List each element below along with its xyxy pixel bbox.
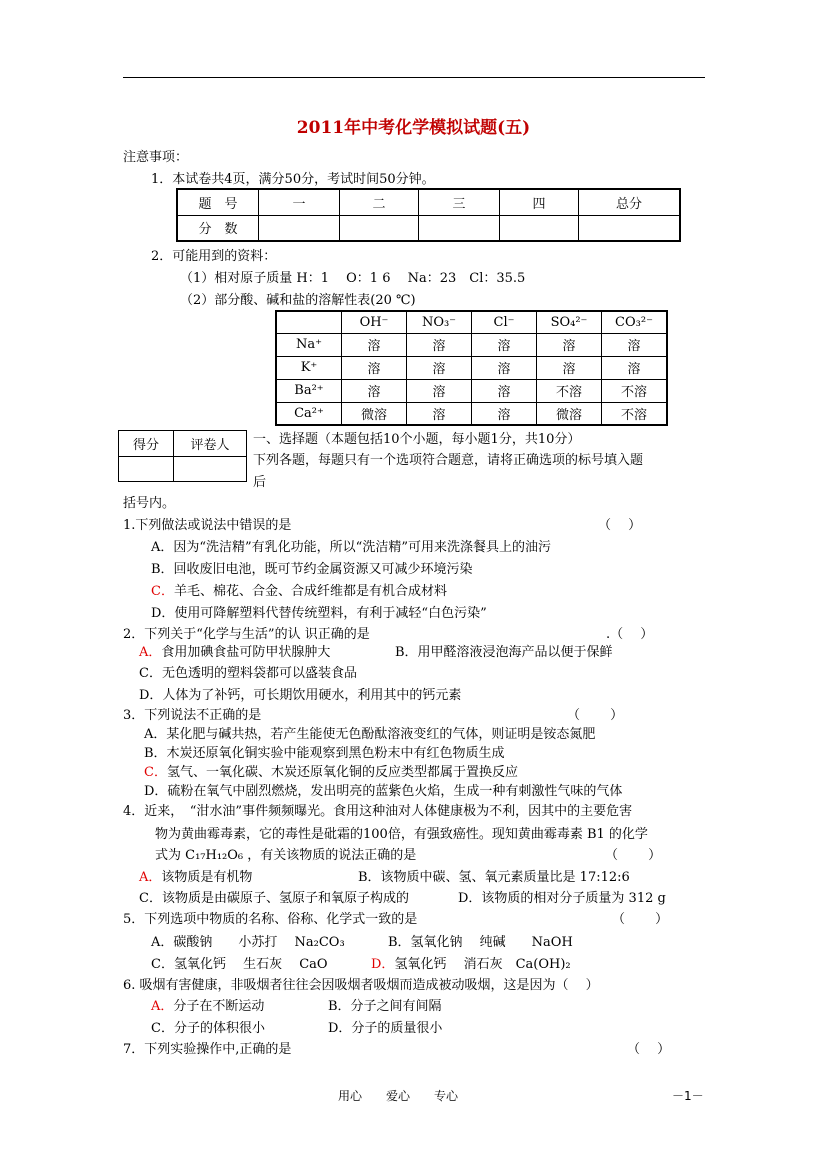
score-table xyxy=(176,188,681,242)
score-cell[interactable] xyxy=(579,215,681,241)
grader-score-label: 得分 xyxy=(119,431,174,457)
solubility-table xyxy=(275,310,668,426)
grader-table xyxy=(118,430,247,482)
option-b: B．氢氧化钠 纯碱 NaOH xyxy=(388,935,573,950)
option-a: A．某化肥与碱共热，若产生能使无色酚酞溶液变红的气体，则证明是铵态氮肥 xyxy=(144,727,596,742)
question-5-stem: 5．下列选项中物质的名称、俗称、化学式一致的是 xyxy=(123,912,418,927)
answer-paren[interactable]: （ ） xyxy=(612,912,669,927)
option-a: A．碳酸钠 小苏打 Na₂CO₃ xyxy=(151,935,345,950)
score-row-label: 分 数 xyxy=(177,215,259,241)
anion-header: CO₃²⁻ xyxy=(602,311,668,333)
answer-paren[interactable]: .（ ） xyxy=(606,627,654,642)
header-rule xyxy=(123,77,705,78)
option-c: 羊毛、棉花、合金、合成纤维都是有机合成材料 xyxy=(173,584,447,599)
option-d: D．硫粉在氧气中剧烈燃烧，发出明亮的蓝紫色火焰，生成一种有刺激性气味的气体 xyxy=(144,784,623,799)
empty-corner xyxy=(276,311,342,333)
option-a: 分子在不断运动 xyxy=(173,999,265,1014)
solubility-cell: 溶 xyxy=(407,356,472,379)
solubility-cell: 微溶 xyxy=(537,402,602,425)
anion-header: Cl⁻ xyxy=(472,311,537,333)
section1-desc: 后 xyxy=(253,475,267,490)
solubility-cell: 不溶 xyxy=(537,379,602,402)
score-cell[interactable] xyxy=(340,215,419,241)
solubility-cell: 溶 xyxy=(342,379,407,402)
option-letter: D． xyxy=(371,957,395,972)
option-letter: C． xyxy=(144,765,167,780)
score-header: 总分 xyxy=(579,189,681,215)
solubility-cell: 溶 xyxy=(602,333,668,356)
solubility-cell: 溶 xyxy=(407,333,472,356)
option-letter: A． xyxy=(139,645,162,660)
option-a: 食用加碘食盐可防甲状腺肿大 xyxy=(161,645,331,660)
option-letter: A． xyxy=(151,999,174,1014)
option-d: D．使用可降解塑料代替传统塑料，有利于减轻“白色污染” xyxy=(151,606,487,621)
option-a: 该物质是有机物 xyxy=(161,870,253,885)
page-title: 2011年中考化学模拟试题(五) xyxy=(296,118,531,138)
option-c: 氢气、一氧化碳、木炭还原氧化铜的反应类型都属于置换反应 xyxy=(166,765,518,780)
option-d: D．分子的质量很小 xyxy=(328,1021,443,1036)
cation-label: Ba²⁺ xyxy=(276,379,342,402)
solubility-cell: 溶 xyxy=(472,402,537,425)
note-2: 2．可能用到的资料： xyxy=(151,249,277,264)
option-letter: C． xyxy=(151,584,174,599)
answer-paren[interactable]: （ ） xyxy=(598,518,642,533)
answer-paren[interactable]: （ ） xyxy=(567,708,624,723)
anion-header: NO₃⁻ xyxy=(407,311,472,333)
solubility-cell: 溶 xyxy=(472,356,537,379)
solubility-cell: 溶 xyxy=(537,333,602,356)
option-c: C．无色透明的塑料袋都可以盛装食品 xyxy=(139,666,357,681)
score-header: 四 xyxy=(500,189,579,215)
section1-desc: 下列各题，每题只有一个选项符合题意，请将正确选项的标号填入题 xyxy=(253,453,644,468)
section1-title: 一、选择题（本题包括10个小题，每小题1分，共10分） xyxy=(253,432,581,447)
solubility-cell: 微溶 xyxy=(342,402,407,425)
solubility-cell: 溶 xyxy=(342,333,407,356)
solubility-cell: 不溶 xyxy=(602,379,668,402)
question-4-stem: 4．近来， “泔水油”事件频频曝光。食用这种油对人体健康极为不利，因其中的主要危害 xyxy=(123,804,633,819)
solubility-cell: 溶 xyxy=(472,333,537,356)
anion-header: OH⁻ xyxy=(342,311,407,333)
question-7-stem: 7．下列实验操作中,正确的是 xyxy=(123,1042,292,1057)
note-2-2: （2）部分酸、碱和盐的溶解性表(20 ℃) xyxy=(180,293,416,308)
page-number: －1－ xyxy=(672,1089,704,1103)
solubility-cell: 溶 xyxy=(407,379,472,402)
option-b: B．木炭还原氧化铜实验中能观察到黑色粉末中有红色物质生成 xyxy=(144,746,505,761)
score-cell[interactable] xyxy=(419,215,500,241)
question-4-stem: 物为黄曲霉毒素，它的毒性是砒霜的100倍，有强致癌性。现知黄曲霉毒素 B1 的化学 xyxy=(155,827,648,842)
option-c: C．该物质是由碳原子、氢原子和氧原子构成的 xyxy=(139,891,409,906)
section1-desc: 括号内。 xyxy=(123,496,176,511)
grader-name-cell[interactable] xyxy=(174,456,247,482)
question-6-stem: 6. 吸烟有害健康，非吸烟者往往会因吸烟者吸烟而造成被动吸烟，这是因为（ ） xyxy=(123,978,599,993)
solubility-cell: 溶 xyxy=(602,356,668,379)
solubility-cell: 溶 xyxy=(407,402,472,425)
footer-motto: 用心 爱心 专心 xyxy=(338,1089,459,1103)
option-d: D．该物质的相对分子质量为 312 g xyxy=(458,891,666,906)
score-cell[interactable] xyxy=(500,215,579,241)
solubility-cell: 溶 xyxy=(342,356,407,379)
score-header: 三 xyxy=(419,189,500,215)
answer-paren[interactable]: （ ） xyxy=(605,848,662,863)
anion-header: SO₄²⁻ xyxy=(537,311,602,333)
option-c: C．氢氧化钙 生石灰 CaO xyxy=(151,957,328,972)
option-c: C．分子的体积很小 xyxy=(151,1021,265,1036)
note-1: 1．本试卷共4页，满分50分，考试时间50分钟。 xyxy=(151,172,435,187)
cation-label: K⁺ xyxy=(276,356,342,379)
cation-label: Ca²⁺ xyxy=(276,402,342,425)
option-a: A．因为“洗洁精”有乳化功能，所以“洗洁精”可用来洗涤餐具上的油污 xyxy=(151,540,551,555)
option-b: B．回收废旧电池，既可节约金属资源又可减少环境污染 xyxy=(151,562,473,577)
question-4-stem: 式为 C₁₇H₁₂O₆ ，有关该物质的说法正确的是 xyxy=(155,848,417,863)
option-d: 氢氧化钙 消石灰 Ca(OH)₂ xyxy=(394,957,571,972)
question-1-stem: 1.下列做法或说法中错误的是 xyxy=(123,518,292,533)
question-2-stem: 2．下列关于“化学与生活”的认 识正确的是 xyxy=(123,627,370,642)
score-header: 一 xyxy=(259,189,340,215)
solubility-cell: 不溶 xyxy=(602,402,668,425)
question-3-stem: 3．下列说法不正确的是 xyxy=(123,708,262,723)
answer-paren[interactable]: （ ） xyxy=(627,1042,671,1057)
option-b: B．该物质中碳、氢、氧元素质量比是 17:12:6 xyxy=(358,870,630,885)
grader-name-label: 评卷人 xyxy=(174,431,247,457)
notes-header: 注意事项： xyxy=(123,150,189,165)
grader-score-cell[interactable] xyxy=(119,456,174,482)
score-header: 题 号 xyxy=(177,189,259,215)
option-letter: A． xyxy=(139,870,162,885)
option-b: B．分子之间有间隔 xyxy=(328,999,442,1014)
option-d: D．人体为了补钙，可长期饮用硬水，利用其中的钙元素 xyxy=(139,688,462,703)
note-2-1: （1）相对原子质量 H：1 O：1 6 Na：23 Cl：35.5 xyxy=(180,271,526,286)
cation-label: Na⁺ xyxy=(276,333,342,356)
score-header: 二 xyxy=(340,189,419,215)
option-b: B．用甲醛溶液浸泡海产品以便于保鲜 xyxy=(395,645,613,660)
solubility-cell: 溶 xyxy=(472,379,537,402)
score-cell[interactable] xyxy=(259,215,340,241)
solubility-cell: 溶 xyxy=(537,356,602,379)
